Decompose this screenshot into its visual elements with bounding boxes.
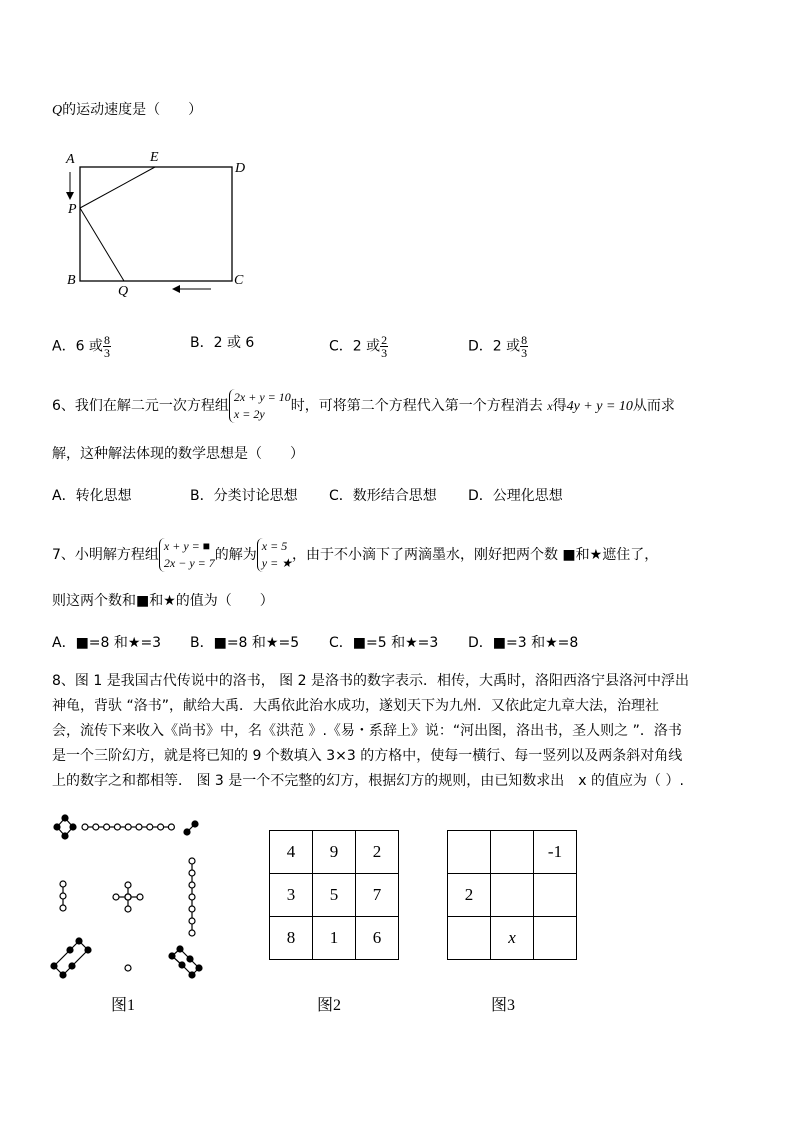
white-dot — [189, 918, 195, 924]
q8-line: 会，流传下来收入《尚书》中，名《洪范 》.《易・系辞上》说：“河出图，洛出书，圣人则之 ”．洛书 — [52, 723, 682, 739]
q6-option-c[interactable]: C．数形结合思想 — [329, 488, 437, 504]
grid-cell: 2 — [356, 831, 399, 874]
black-dot — [187, 956, 193, 962]
white-dot — [60, 905, 66, 911]
white-dot — [147, 824, 153, 830]
numerator: 2 — [381, 333, 388, 347]
option-text: C．2 或 — [329, 338, 381, 355]
label-b: B — [67, 273, 76, 288]
white-dot — [104, 824, 110, 830]
grid-cell: 9 — [313, 831, 356, 874]
q7-option-b[interactable]: B．■=8 和★=5 — [190, 635, 300, 651]
black-dot — [70, 824, 76, 830]
equation: 2x + y = 10 — [233, 390, 291, 404]
text: 得 — [552, 398, 567, 414]
black-dot — [192, 821, 198, 827]
grid-cell: x — [491, 917, 534, 960]
white-dot — [189, 882, 195, 888]
q8-line: 上的数字之和都相等． 图 3 是一个不完整的幻方，根据幻方的规则，由已知数求出 x 的值应为（ ）. — [52, 773, 684, 789]
text: 6、我们在解二元一次方程组 — [52, 398, 229, 414]
black-dot — [196, 965, 202, 971]
label-p: P — [68, 202, 77, 217]
q6-option-a[interactable]: A．转化思想 — [52, 488, 132, 504]
equation: 4y + y = 10 — [566, 399, 633, 414]
caption-fig1: 图1 — [111, 997, 136, 1014]
white-dot — [189, 894, 195, 900]
black-dot — [51, 963, 57, 969]
white-dot — [189, 906, 195, 912]
q7-option-c[interactable]: C．■=5 和★=3 — [329, 635, 439, 651]
grid-cell — [448, 917, 491, 960]
grid-cell — [534, 917, 577, 960]
denominator: 3 — [521, 346, 528, 360]
grid-cell: 4 — [270, 831, 313, 874]
q8-line: 神龟，背驮 “洛书”，献给大禹．大禹依此治水成功，遂划天下为九州．又依此定九章大法，治理社 — [52, 698, 659, 714]
grid-cell: 8 — [270, 917, 313, 960]
label-c: C — [234, 273, 244, 288]
q7-option-a[interactable]: A．■=8 和★=3 — [52, 635, 162, 651]
white-dot — [189, 930, 195, 936]
black-dot — [54, 824, 60, 830]
magic-square-fig2 — [269, 830, 399, 960]
grid-cell — [491, 831, 534, 874]
black-dot — [189, 972, 195, 978]
luoshu-figure — [0, 0, 260, 1000]
equation: x + y = ■ — [163, 539, 211, 553]
white-dot — [189, 858, 195, 864]
black-dot — [62, 815, 68, 821]
var-q: Q — [52, 103, 63, 118]
black-dot — [76, 938, 82, 944]
label-e: E — [150, 150, 159, 165]
white-dot — [125, 894, 131, 900]
grid-cell: 7 — [356, 874, 399, 917]
caption-fig2: 图2 — [317, 997, 342, 1014]
equation: 2x − y = 7 — [163, 556, 215, 570]
q5-option-c[interactable] — [329, 334, 388, 359]
white-dot — [158, 824, 164, 830]
label-q: Q — [118, 284, 129, 299]
black-dot — [69, 963, 75, 969]
q5-option-d[interactable] — [468, 334, 528, 359]
equation: x = 5 — [261, 539, 288, 553]
white-dot — [137, 894, 143, 900]
q6-line2: 解，这种解法体现的数学思想是（ ） — [52, 446, 304, 462]
numerator: 8 — [521, 333, 528, 347]
black-dot — [85, 947, 91, 953]
var: x — [547, 399, 553, 413]
denominator: 3 — [103, 346, 110, 360]
white-dot — [125, 965, 131, 971]
q6-option-d[interactable]: D．公理化思想 — [468, 488, 563, 504]
white-dot — [136, 824, 142, 830]
grid-cell — [534, 874, 577, 917]
option-text: D．2 或 — [468, 338, 521, 355]
white-dot — [60, 881, 66, 887]
q6-option-b[interactable]: B．分类讨论思想 — [190, 488, 298, 504]
solution-system — [257, 538, 292, 572]
magic-square-fig3 — [447, 830, 577, 960]
equation: y = ★ — [261, 556, 292, 570]
grid-cell — [448, 831, 491, 874]
option-text: A．6 或 — [52, 338, 103, 355]
black-dot — [60, 972, 66, 978]
grid-cell: 6 — [356, 917, 399, 960]
label-d: D — [235, 161, 246, 176]
grid-cell: -1 — [534, 831, 577, 874]
grid-cell: 2 — [448, 874, 491, 917]
q8-line: 是一个三阶幻方，就是将已知的 9 个数填入 3×3 的方格中，使每一横行、每一竖列以及两条斜对角线 — [52, 748, 683, 764]
black-dot — [179, 962, 185, 968]
white-dot — [60, 893, 66, 899]
black-dot — [177, 946, 183, 952]
white-dot — [113, 894, 119, 900]
black-dot — [62, 833, 68, 839]
black-dot — [169, 953, 175, 959]
grid-cell: 1 — [313, 917, 356, 960]
q7-option-d[interactable]: D．■=3 和★=8 — [468, 635, 579, 651]
caption-fig3: 图3 — [491, 997, 516, 1014]
numerator: 8 — [103, 333, 110, 347]
text: 时，可将第二个方程代入第一个方程消去 — [290, 398, 543, 414]
white-dot — [114, 824, 120, 830]
white-dot — [125, 882, 131, 888]
black-dot — [67, 947, 73, 953]
white-dot — [125, 906, 131, 912]
text: 7、小明解方程组 — [52, 547, 159, 563]
white-dot — [93, 824, 99, 830]
grid-cell — [491, 874, 534, 917]
text: 从而求 — [632, 398, 675, 414]
label-a: A — [66, 152, 75, 167]
grid-cell: 3 — [270, 874, 313, 917]
q7-line2: 则这两个数和■和★的值为（ ） — [52, 593, 274, 609]
denominator: 3 — [381, 346, 388, 360]
equation: x = 2y — [233, 407, 265, 421]
white-dot — [189, 870, 195, 876]
text: ，由于不小滴下了两滴墨水，刚好把两个数 ■和★遮住了， — [291, 547, 659, 563]
white-dot — [82, 824, 88, 830]
q5-stem-text: 的运动速度是（ ） — [62, 102, 203, 118]
text: 的解为 — [214, 547, 257, 563]
white-dot — [125, 824, 131, 830]
grid-cell: 5 — [313, 874, 356, 917]
white-dot — [168, 824, 174, 830]
black-dot — [184, 829, 190, 835]
option-text: B．2 或 6 — [190, 335, 255, 351]
q8-line: 8、图 1 是我国古代传说中的洛书， 图 2 是洛书的数字表示．相传，大禹时，洛阳西洛宁县洛河中浮出 — [52, 673, 689, 689]
